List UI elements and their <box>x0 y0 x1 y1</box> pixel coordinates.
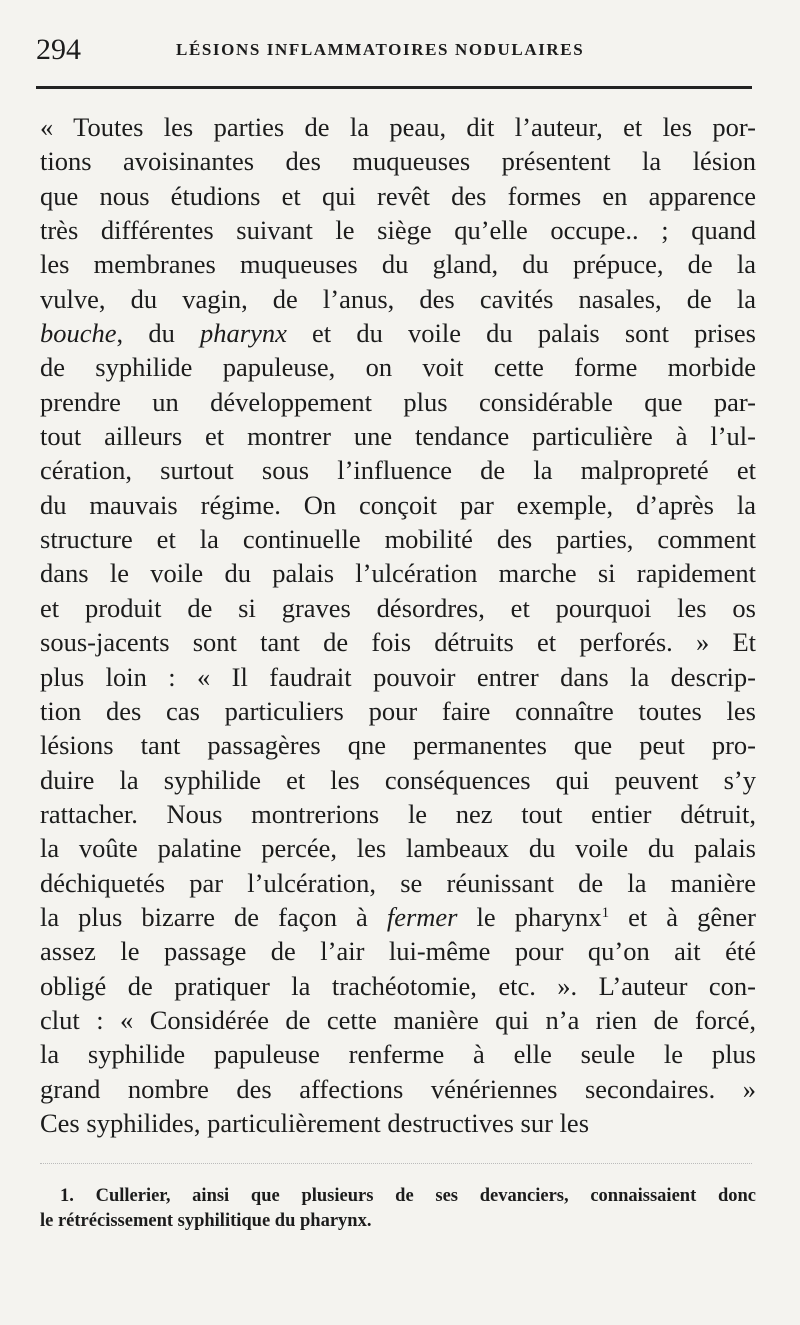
text-span: et à gêner <box>609 901 756 932</box>
text-span: le pharynx <box>457 901 602 932</box>
text-line <box>40 694 756 728</box>
text-line <box>40 350 756 384</box>
text-line <box>40 453 756 487</box>
text-span: cération, surtout sous l’influence de la malpropreté et <box>40 455 756 486</box>
text-span: assez le passage de l’air lui-même pour qu’on ait été <box>40 936 756 967</box>
text-span: tion des cas particuliers pour faire connaître toutes les <box>40 695 756 726</box>
text-span: tout ailleurs et montrer une tendance particulière à l’ul- <box>40 421 756 452</box>
italic-text: fermer <box>386 901 458 932</box>
text-span: structure et la continuelle mobilité des parties, comment <box>40 524 756 555</box>
text-span: très différentes suivant le siège qu’elle occupe.. ; quand <box>40 215 756 246</box>
text-span: dans le voile du palais l’ulcération marche si rapidement <box>40 558 756 589</box>
text-line <box>40 110 756 144</box>
text-line <box>40 1106 756 1140</box>
text-line <box>40 934 756 968</box>
text-span: sous-jacents sont tant de fois détruits et perforés. » Et <box>40 627 756 658</box>
text-line <box>40 660 756 694</box>
text-span: clut : « Considérée de cette manière qui n’a rien de forcé, <box>40 1004 756 1035</box>
text-line <box>40 1003 756 1037</box>
text-line <box>40 591 756 625</box>
text-span: « Toutes les parties de la peau, dit l’auteur, et les por- <box>40 112 756 142</box>
text-line <box>40 1072 756 1106</box>
header-rule <box>36 86 752 89</box>
text-span: obligé de pratiquer la trachéotomie, etc. ». L’auteur con- <box>40 970 756 1001</box>
text-span: plus loin : « Il faudrait pouvoir entrer dans la descrip- <box>40 661 756 692</box>
running-title: LÉSIONS INFLAMMATOIRES NODULAIRES <box>176 40 585 59</box>
text-line <box>40 213 756 247</box>
text-span: et du voile du palais sont prises <box>286 318 756 349</box>
text-line <box>40 763 756 797</box>
text-line <box>40 282 756 316</box>
text-line <box>40 625 756 659</box>
text-span: Ces syphilides, particulièrement destructives sur les <box>40 1107 590 1138</box>
text-line <box>40 866 756 900</box>
text-span: que nous étudions et qui revêt des formes en apparence <box>40 180 756 211</box>
body-text <box>40 110 756 1140</box>
page-header <box>36 30 752 70</box>
text-span: prendre un développement plus considérable que par- <box>40 386 756 417</box>
text-line <box>40 316 756 350</box>
text-span: vulve, du vagin, de l’anus, des cavités nasales, de la <box>40 283 756 314</box>
text-span: tions avoisinantes des muqueuses présentent la lésion <box>40 146 756 177</box>
footnote-line: 1. Cullerier, ainsi que plusieurs de ses devanciers, connaissaient donc <box>60 1186 756 1206</box>
italic-text: bouche <box>40 318 117 349</box>
text-span: la syphilide papuleuse renferme à elle seule le plus <box>40 1039 756 1070</box>
footnote-line: le rétrécissement syphilitique du pharynx. <box>40 1211 372 1231</box>
text-span: grand nombre des affections vénériennes secondaires. » <box>40 1073 756 1104</box>
text-span: de syphilide papuleuse, on voit cette forme morbide <box>40 352 756 383</box>
text-line <box>40 488 756 522</box>
footnote <box>40 1184 756 1234</box>
text-line <box>40 969 756 1003</box>
text-line <box>40 247 756 281</box>
text-line <box>40 556 756 590</box>
text-line <box>40 1037 756 1071</box>
text-line <box>40 900 756 934</box>
text-line <box>40 728 756 762</box>
text-span: déchiquetés par l’ulcération, se réunissant de la manière <box>40 867 756 898</box>
text-line <box>40 831 756 865</box>
text-line <box>40 144 756 178</box>
text-line <box>40 419 756 453</box>
text-span: la plus bizarre de façon à <box>40 901 387 932</box>
text-line <box>40 385 756 419</box>
text-line <box>40 179 756 213</box>
text-span: , du <box>116 318 201 349</box>
text-line <box>40 797 756 831</box>
text-span: rattacher. Nous montrerions le nez tout entier détruit, <box>40 798 756 829</box>
text-line <box>40 522 756 556</box>
text-span: lésions tant passagères qne permanentes que peut pro- <box>40 730 756 761</box>
text-span: les membranes muqueuses du gland, du prépuce, de la <box>40 249 756 280</box>
text-span: la voûte palatine percée, les lambeaux du voile du palais <box>40 833 756 864</box>
page-number: 294 <box>36 33 81 66</box>
italic-text: pharynx <box>200 318 287 349</box>
footnote-separator <box>40 1163 752 1164</box>
text-span: du mauvais régime. On conçoit par exemple, d’après la <box>40 489 756 520</box>
text-span: et produit de si graves désordres, et pourquoi les os <box>40 592 756 623</box>
footnote-ref: 1 <box>601 904 610 921</box>
text-span: duire la syphilide et les conséquences qui peuvent s’y <box>40 764 756 795</box>
